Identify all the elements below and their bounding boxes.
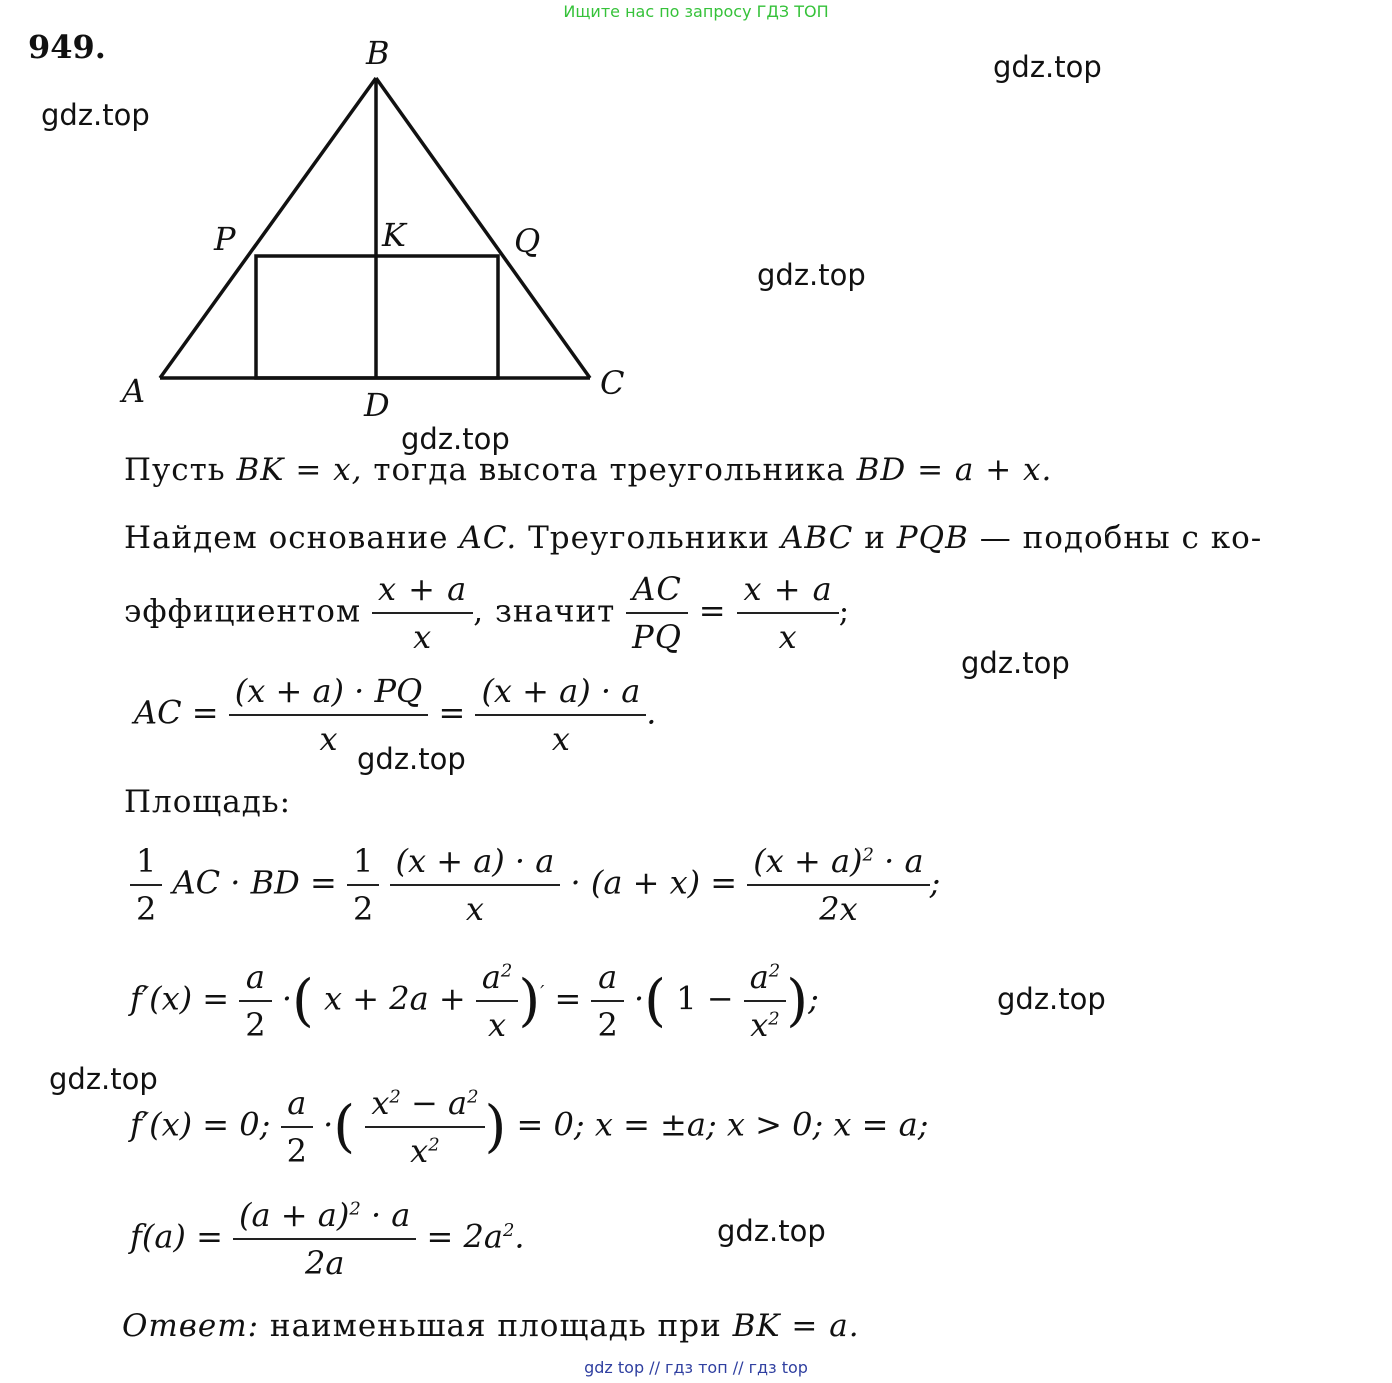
numerator: (x + a) · a (481, 672, 641, 710)
numerator: x + a (743, 570, 833, 608)
formula: AC. (459, 520, 518, 556)
solution-line-2 (124, 520, 1262, 556)
watermark: gdz.top (993, 50, 1102, 84)
derivative-formula: f′(x) = $\frac{a}{2}$ ·( x + 2a + $\frac{a^2}{x}$ )′ = $\frac{a}{2}$ ·( 1 − $\frac{a^2}{x^2}$ ); (130, 958, 819, 1044)
side-ab (160, 78, 376, 378)
top-banner: Ищите нас по запросу ГДЗ ТОП (563, 2, 829, 21)
fraction (737, 570, 838, 656)
formula: = 2a (426, 1217, 503, 1256)
fraction (626, 570, 688, 656)
fraction (372, 570, 473, 656)
formula: 1 − (676, 979, 734, 1018)
denominator: x (372, 612, 473, 656)
text: и (864, 520, 886, 556)
solution-line-1 (124, 452, 1052, 488)
fraction-half: $\frac{1}{2}$ (130, 842, 162, 928)
formula: · (a + x) = (570, 863, 738, 902)
formula: x + 2a + (324, 979, 466, 1018)
label-k: K (382, 216, 406, 254)
formula: BD = a + x. (856, 452, 1053, 488)
denominator: x (475, 714, 646, 758)
fraction (390, 842, 561, 928)
formula: AC = (134, 693, 219, 732)
denominator: 2x (747, 884, 929, 928)
problem-number: 949. (28, 28, 106, 66)
numerator: (x + a) · a (395, 842, 555, 880)
text: наименьшая площадь при (269, 1308, 722, 1344)
watermark: gdz.top (357, 742, 466, 776)
area-label: Площадь: (124, 784, 292, 820)
formula: f′(x) = 0; (130, 1105, 271, 1144)
text: Пусть (124, 452, 226, 488)
watermark: gdz.top (717, 1214, 826, 1248)
text: — подобны с ко- (979, 520, 1263, 556)
denominator: x (737, 612, 838, 656)
fraction (229, 672, 429, 758)
label-p: P (214, 220, 236, 258)
answer (122, 1308, 860, 1344)
watermark: gdz.top (401, 422, 510, 456)
fraction: $\frac{a}{2}$ (281, 1084, 313, 1170)
text: эффициентом (124, 593, 362, 630)
numerator-tail: · a (873, 842, 924, 880)
fraction: $\frac{(x + a)^2 \cdot a}{2x}$ (747, 842, 929, 928)
answer-label: Ответ: (122, 1308, 260, 1344)
fa-formula: f(a) = $\frac{(a + a)^2 \cdot a}{2a}$ = $2a^2$. (130, 1196, 525, 1282)
fraction: $\frac{(a + a)^2 \cdot a}{2a}$ (233, 1196, 416, 1282)
denominator: PQ (626, 612, 688, 656)
formula: f(a) = (130, 1217, 223, 1256)
watermark: gdz.top (49, 1062, 158, 1096)
formula: BK = x, (236, 452, 363, 488)
bottom-banner: gdz top // гдз топ // гдз top (584, 1358, 808, 1377)
side-bc (376, 78, 590, 378)
watermark: gdz.top (997, 982, 1106, 1016)
solution-line-3: эффициентом $\frac{x + a}{x}$ , значит $\frac{AC}{PQ}$ = $\frac{x + a}{x}$ ; (124, 570, 851, 656)
fraction-half: $\frac{1}{2}$ (347, 842, 379, 928)
formula: = 0; x = ±a; x > 0; x = a; (516, 1105, 929, 1144)
solution-line-4: AC = $\frac{(x + a) \cdot PQ}{x}$ = $\frac{(x + a) \cdot a}{x}$ . (134, 672, 657, 758)
fraction: $\frac{a}{2}$ (591, 958, 623, 1044)
fraction: $\frac{a^2}{x^2}$ (744, 958, 787, 1044)
label-q: Q (514, 222, 541, 260)
watermark: gdz.top (757, 258, 866, 292)
zero-formula: f′(x) = 0; $\frac{a}{2}$ ·( $\frac{x^2 - a^2}{x^2}$ ) = 0; x = ±a; x > 0; x = a; (130, 1084, 929, 1170)
text: Треугольники (528, 520, 771, 556)
watermark: gdz.top (961, 646, 1070, 680)
fraction: $\frac{a^2}{x}$ (476, 958, 519, 1044)
denominator: x (229, 714, 429, 758)
fraction: $\frac{x^2 - a^2}{x^2}$ (365, 1084, 484, 1170)
triangle-figure (0, 0, 700, 430)
denominator: 2a (233, 1238, 416, 1282)
formula: ABC (780, 520, 854, 556)
numerator-tail: · a (360, 1196, 411, 1234)
fraction (475, 672, 646, 758)
text: тогда высота треугольника (373, 452, 846, 488)
formula: f′(x) = (130, 979, 230, 1018)
numerator: (x + a) (753, 842, 863, 880)
label-d: D (364, 386, 390, 424)
label-c: C (600, 364, 625, 402)
numerator: AC (632, 570, 682, 608)
denominator: x (390, 884, 561, 928)
label-b: B (366, 34, 390, 72)
numerator: x + a (377, 570, 468, 608)
formula: PQB (896, 520, 969, 556)
text: Найдем основание (124, 520, 449, 556)
numerator: (x + a) · PQ (234, 672, 423, 710)
formula: AC · BD = (172, 863, 337, 902)
watermark: gdz.top (41, 98, 150, 132)
formula: BK = a. (732, 1308, 860, 1344)
area-formula: $\frac{1}{2}$ AC · BD = $\frac{1}{2}$ $\frac{(x + a) \cdot a}{x}$ · (a + x) = $\frac{(x + a)^2 \cdot a}{2x}$ ; (130, 842, 940, 928)
text: , значит (473, 593, 616, 630)
numerator: (a + a) (239, 1196, 350, 1234)
fraction: $\frac{a}{2}$ (239, 958, 271, 1044)
label-a: A (122, 372, 146, 410)
